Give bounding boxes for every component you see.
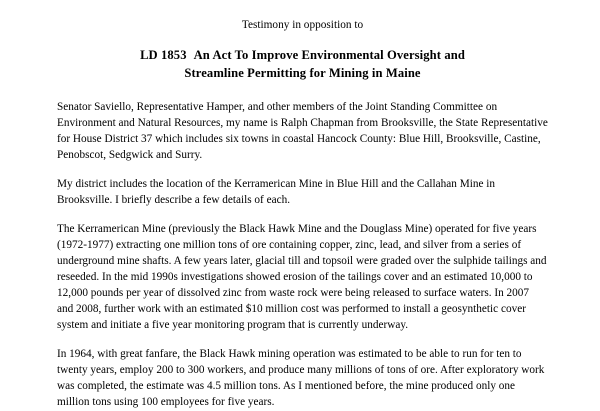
paragraph-4: In 1964, with great fanfare, the Black Hawk mining operation was estimated to be able to run for ten to twenty years, employ 200 to 300 workers, and produce many millions of tons of ore. After exploratory work was completed, the estimate was 4.5 million tons. As I mentioned before, the mine produced only one million tons using 100 employees for five years.	[57, 348, 545, 408]
paragraph-2: My district includes the location of the Kerramerican Mine in Blue Hill and the Callahan Mine in Brooksville. I briefly describe a few details of each.	[57, 178, 496, 207]
title-line-2: Streamline Permitting for Mining in Maine	[184, 65, 421, 80]
testimony-header: Testimony in opposition to	[241, 19, 364, 31]
title-line-1: An Act To Improve Environmental Oversight and	[193, 47, 465, 62]
paragraph-1: Senator Saviello, Representative Hamper, and other members of the Joint Standing Committee on Environment and Natural Resources, my name is Ralph Chapman from Brooksville, the State Representative for House District 37 which includes six towns in coastal Hancock County: Blue Hill, Brooksville, Castine, Penobscot, Sedgwick and Surry.	[57, 101, 548, 162]
bill-identifier: LD 1853	[140, 47, 187, 62]
paragraph-3: The Kerramerican Mine (previously the Black Hawk Mine and the Douglass Mine) operated for five years (1972-1977) extracting one million tons of ore containing copper, zinc, lead, and silver from a series of underground mine shafts. A few years later, glacial till and topsoil were graded over the sulphide tailings and reseeded. In the mid 1990s investigations showed erosion of the tailings cover and an estimated 10,000 to 12,000 pounds per year of dissolved zinc from waste rock were being released to surface waters. In 2007 and 2008, further work with an estimated $10 million cost was performed to install a geosynthetic cover system and initiate a five year monitoring program that is currently underway.	[57, 223, 547, 332]
page-title	[57, 47, 548, 83]
